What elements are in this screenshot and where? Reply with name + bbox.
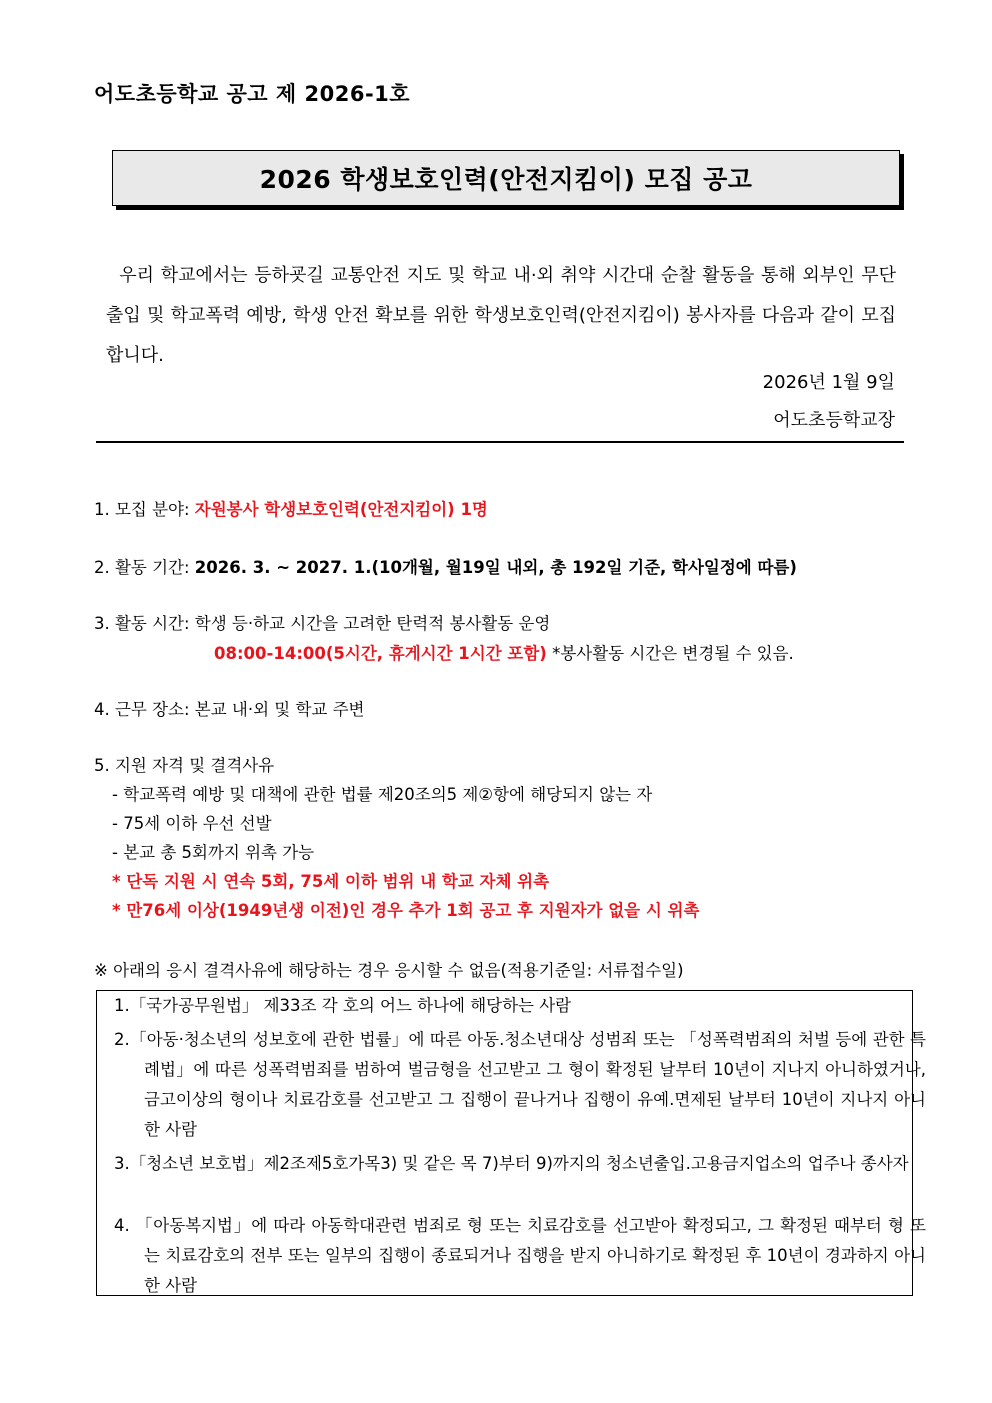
disqualification-item: 1.「국가공무원법」 제33조 각 호의 어느 하나에 해당하는 사람 xyxy=(114,996,572,1015)
item-place xyxy=(94,696,364,720)
disqualification-note: ※ 아래의 응시 결격사유에 해당하는 경우 응시할 수 없음(적용기준일: 서류접수일) xyxy=(94,961,684,980)
item-place-label: 4. 근무 장소: xyxy=(94,700,195,719)
item-place-value: 본교 내·외 및 학교 주변 xyxy=(194,700,365,719)
qualification-red-bullet: * 만76세 이상(1949년생 이전)인 경우 추가 1회 공고 후 지원자가 없을 시 위촉 xyxy=(112,901,700,920)
item-period-label: 2. 활동 기간: xyxy=(94,558,195,577)
qualification-red-bullet: * 단독 지원 시 연속 5회, 75세 이하 범위 내 학교 자체 위촉 xyxy=(112,872,550,891)
intro-text: 우리 학교에서는 등하굣길 교통안전 지도 및 학교 내·외 취약 시간대 순찰 활동을 통해 외부인 무단 출입 및 학교폭력 예방, 학생 안전 확보를 위한 학생보호인력(안전지킴이) 봉사자를 다음과 같이 모집합니다. xyxy=(106,265,897,366)
qualification-bullet: - 75세 이하 우선 선발 xyxy=(112,814,272,833)
title-box xyxy=(112,150,900,206)
item-period xyxy=(94,554,797,578)
item-hours xyxy=(94,610,550,634)
item-hours-time: 08:00-14:00(5시간, 휴게시간 1시간 포함) xyxy=(214,644,547,663)
disqualification-item: 3.「청소년 보호법」제2조제5호가목3) 및 같은 목 7)부터 9)까지의 청소년출입.고용금지업소의 업주나 종사자 xyxy=(114,1154,909,1173)
item-hours-time-line xyxy=(214,640,794,664)
signer: 어도초등학교장 xyxy=(773,410,895,431)
item-field-value: 자원봉사 학생보호인력(안전지킴이) 1명 xyxy=(194,500,488,519)
announcement-date: 2026년 1월 9일 xyxy=(762,372,895,393)
qualification-bullet: - 학교폭력 예방 및 대책에 관한 법률 제20조의5 제②항에 해당되지 않는 자 xyxy=(112,785,653,804)
item-field-label: 1. 모집 분야: xyxy=(94,500,195,519)
document-number: 어도초등학교 공고 제 2026-1호 xyxy=(94,82,411,106)
disqualification-item: 4. 「아동복지법」에 따라 아동학대관련 범죄로 형 또는 치료감호를 선고받아 확정되고, 그 확정된 때부터 형 또는 치료감호의 전부 또는 일부의 집행이 종료되거나 집행을 받지 아니하기로 확정된 후 10년이 경과하지 아니한 사람 xyxy=(114,1216,926,1295)
page-title: 2026 학생보호인력(안전지킴이) 모집 공고 xyxy=(259,165,753,194)
qualification-bullet: - 본교 총 5회까지 위촉 가능 xyxy=(112,843,315,862)
item-qualification-label: 5. 지원 자격 및 결격사유 xyxy=(94,756,275,775)
item-hours-value: 학생 등·하교 시간을 고려한 탄력적 봉사활동 운영 xyxy=(194,614,551,633)
intro-paragraph xyxy=(106,256,896,376)
item-period-value: 2026. 3. ~ 2027. 1.(10개월, 월19일 내외, 총 192일 기준, 학사일정에 따름) xyxy=(194,558,797,577)
divider xyxy=(96,441,904,443)
item-hours-label: 3. 활동 시간: xyxy=(94,614,195,633)
item-hours-time-note: *봉사활동 시간은 변경될 수 있음. xyxy=(546,644,794,663)
item-field xyxy=(94,496,488,520)
disqualification-item: 2.「아동·청소년의 성보호에 관한 법률」에 따른 아동.청소년대상 성범죄 또는 「성폭력범죄의 처벌 등에 관한 특례법」에 따른 성폭력범죄를 범하여 벌금형을 선고받고 그 형이 확정된 날부터 10년이 지나지 아니하였거나, 금고이상의 형이나 치료감호를 선고받고 그 집행이 끝나거나 집행이 유예.면제된 날부터 10년이 지나지 아니한 사람 xyxy=(114,1030,926,1139)
